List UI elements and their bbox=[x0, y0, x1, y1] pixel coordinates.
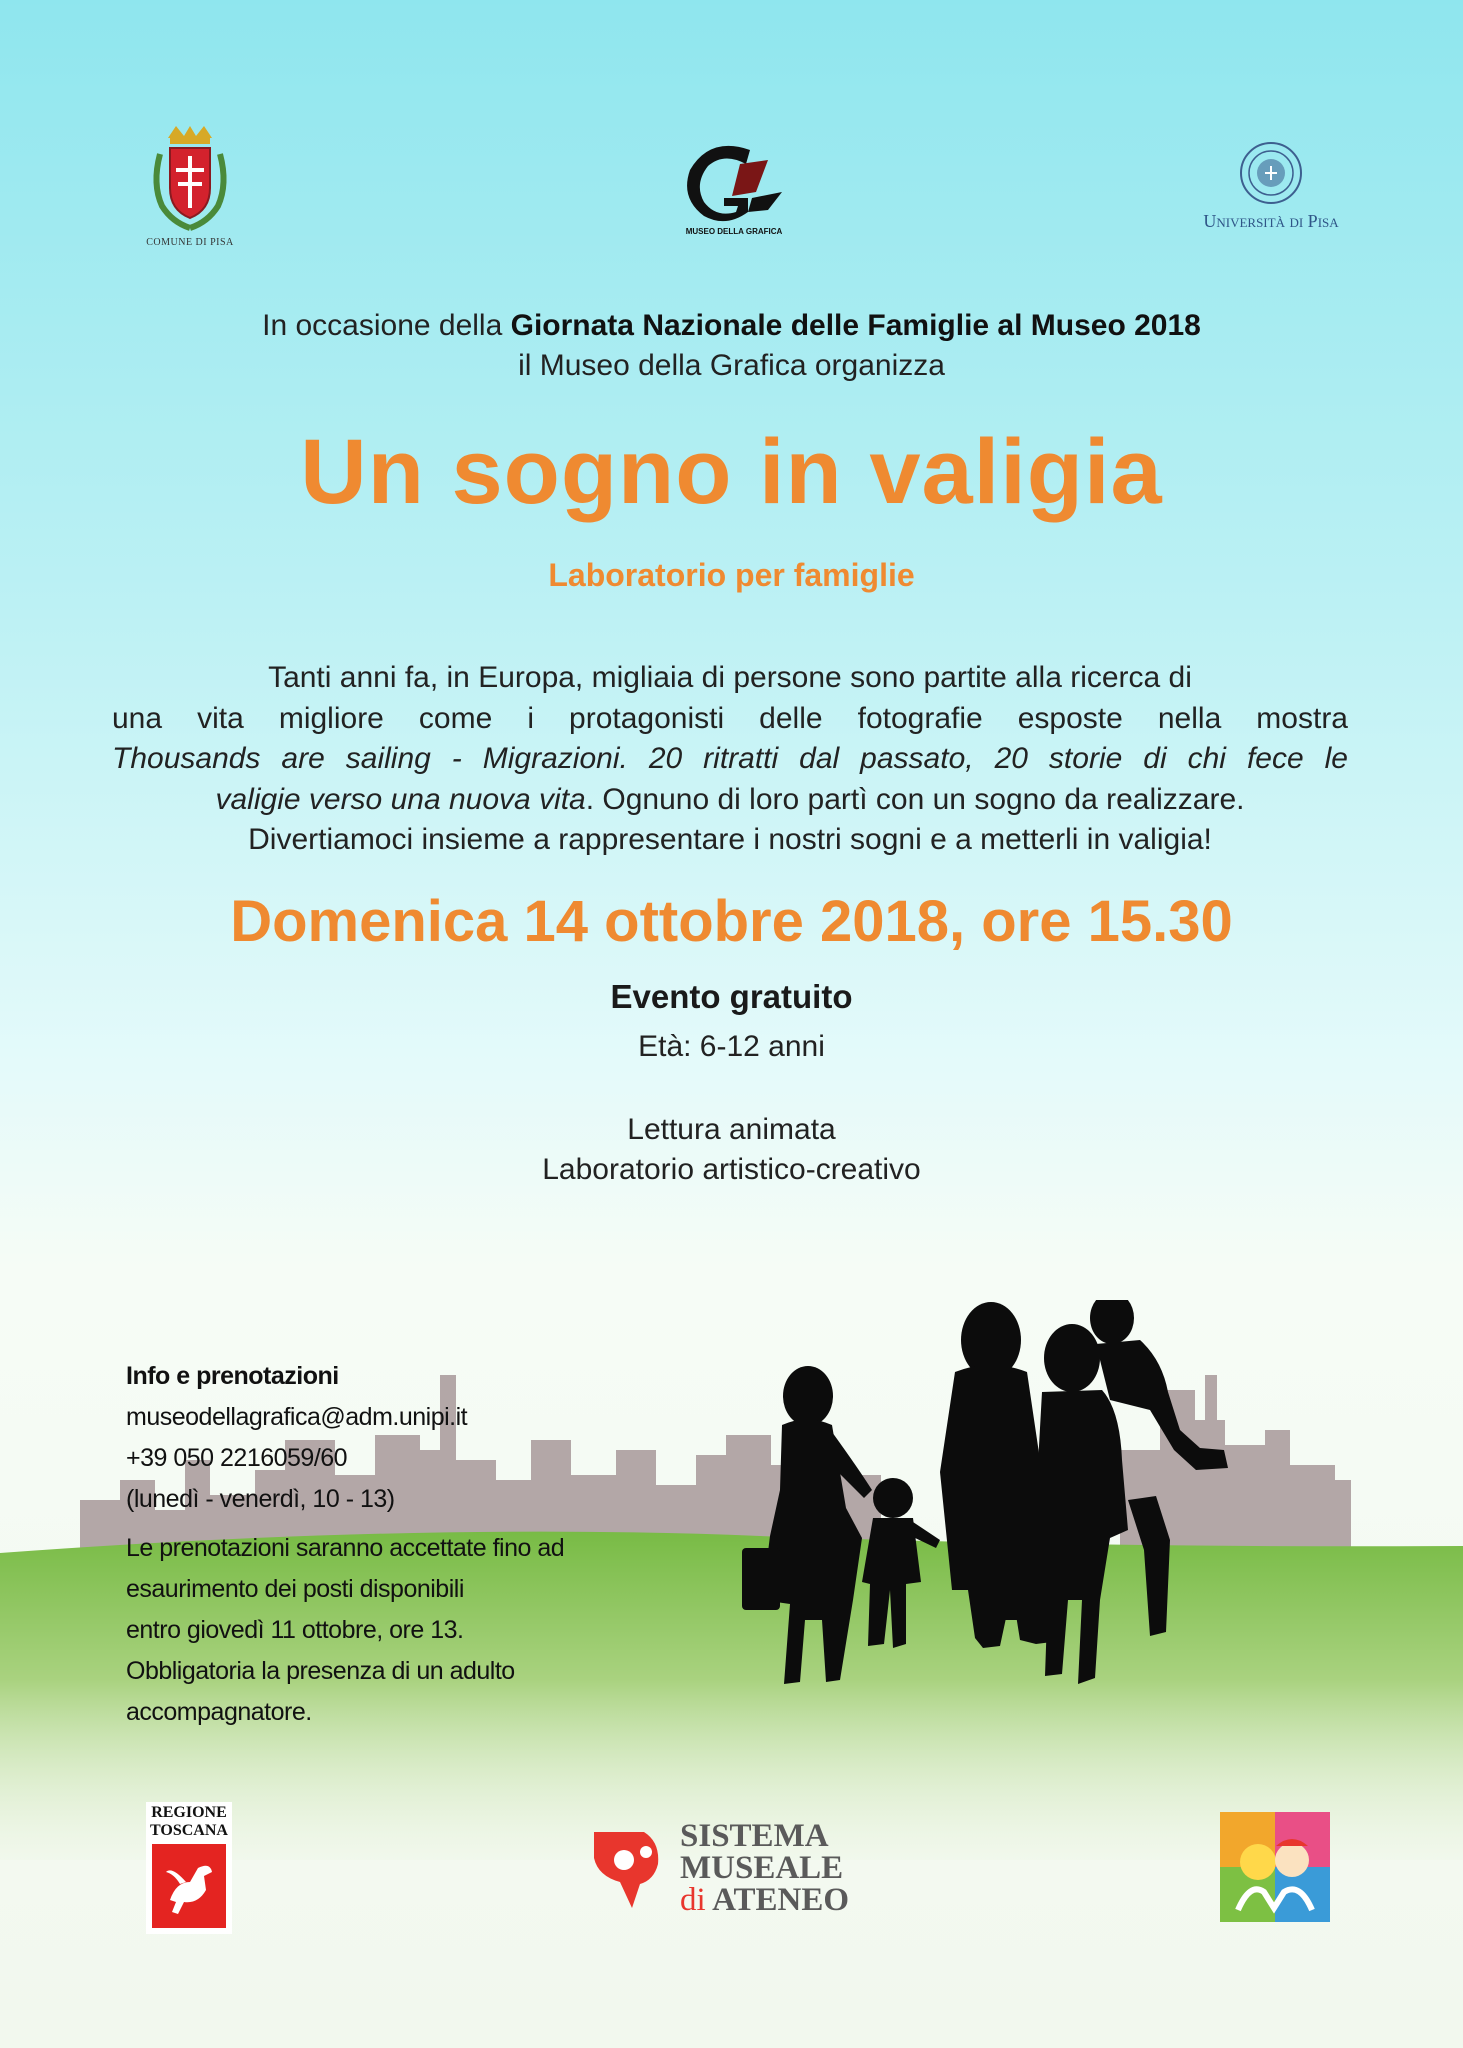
famiglie-al-museo-icon bbox=[1220, 1812, 1330, 1922]
universita-pisa-seal-icon bbox=[1238, 140, 1304, 206]
info-phone[interactable]: +39 050 2216059/60 bbox=[126, 1444, 348, 1472]
description-line-1: Tanti anni fa, in Europa, migliaia di persone sono partite alla ricerca di bbox=[268, 661, 1192, 694]
comune-pisa-logo bbox=[134, 124, 246, 248]
museo-grafica-label: MUSEO DELLA GRAFICA bbox=[685, 227, 783, 236]
info-note: accompagnatore. bbox=[126, 1698, 312, 1726]
info-email[interactable]: museodellagrafica@adm.unipi.it bbox=[126, 1403, 468, 1431]
regione-toscana-logo bbox=[146, 1802, 232, 1934]
page-title: Un sogno in valigia bbox=[300, 421, 1163, 523]
info-heading: Info e prenotazioni bbox=[126, 1362, 339, 1390]
activities-list bbox=[0, 1110, 1463, 1190]
info-note: esaurimento dei posti disponibili bbox=[126, 1575, 464, 1603]
description-line-5: Divertiamoci insieme a rappresentare i nostri sogni e a metterli in valigia! bbox=[248, 823, 1212, 856]
description bbox=[112, 658, 1348, 861]
intro-text bbox=[0, 306, 1463, 386]
page-subtitle: Laboratorio per famiglie bbox=[548, 557, 915, 593]
description-line-4: valigie verso una nuova vita. Ognuno di loro partì con un sogno da realizzare. bbox=[215, 782, 1245, 816]
museo-grafica-logo bbox=[674, 140, 794, 236]
universita-pisa-logo bbox=[1186, 140, 1356, 232]
comune-pisa-crest-icon bbox=[144, 124, 236, 234]
sistema-museale-logo bbox=[584, 1820, 894, 1920]
intro-line-2: il Museo della Grafica organizza bbox=[518, 349, 945, 382]
intro-line-1: In occasione della Giornata Nazionale delle Famiglie al Museo 2018 bbox=[262, 309, 1201, 342]
famiglie-al-museo-logo bbox=[1220, 1812, 1330, 1922]
pegasus-icon bbox=[150, 1842, 228, 1930]
activity-item: Laboratorio artistico-creativo bbox=[542, 1153, 921, 1186]
regione-label-1: REGIONE bbox=[151, 1804, 227, 1821]
regione-label-2: TOSCANA bbox=[150, 1822, 228, 1839]
age-range: Età: 6-12 anni bbox=[638, 1030, 825, 1063]
museo-grafica-icon bbox=[676, 140, 792, 228]
free-event-label: Evento gratuito bbox=[610, 978, 853, 1015]
info-note: Le prenotazioni saranno accettate fino ad bbox=[126, 1534, 565, 1562]
description-line-3: Thousands are sailing - Migrazioni. 20 ritratti dal passato, 20 storie di chi fece le bbox=[112, 742, 1348, 775]
comune-pisa-label: COMUNE DI PISA bbox=[146, 237, 234, 248]
event-date: Domenica 14 ottobre 2018, ore 15.30 bbox=[230, 889, 1233, 954]
activity-item: Lettura animata bbox=[627, 1113, 836, 1146]
universita-pisa-label: Università di Pisa bbox=[1203, 211, 1339, 231]
description-line-2: una vita migliore come i protagonisti delle fotografie esposte nella mostra bbox=[112, 701, 1348, 735]
event-name: Giornata Nazionale delle Famiglie al Museo 2018 bbox=[510, 309, 1201, 342]
info-note: entro giovedì 11 ottobre, ore 13. bbox=[126, 1616, 464, 1644]
sistema-museale-icon bbox=[584, 1822, 678, 1912]
sistema-line-3: di ATENEO bbox=[680, 1882, 850, 1918]
sistema-line-2: MUSEALE bbox=[680, 1850, 844, 1886]
info-block bbox=[126, 1356, 564, 1733]
info-hours: (lunedì - venerdì, 10 - 13) bbox=[126, 1485, 395, 1513]
sistema-line-1: SISTEMA bbox=[680, 1818, 829, 1854]
info-note: Obbligatoria la presenza di un adulto bbox=[126, 1657, 515, 1685]
